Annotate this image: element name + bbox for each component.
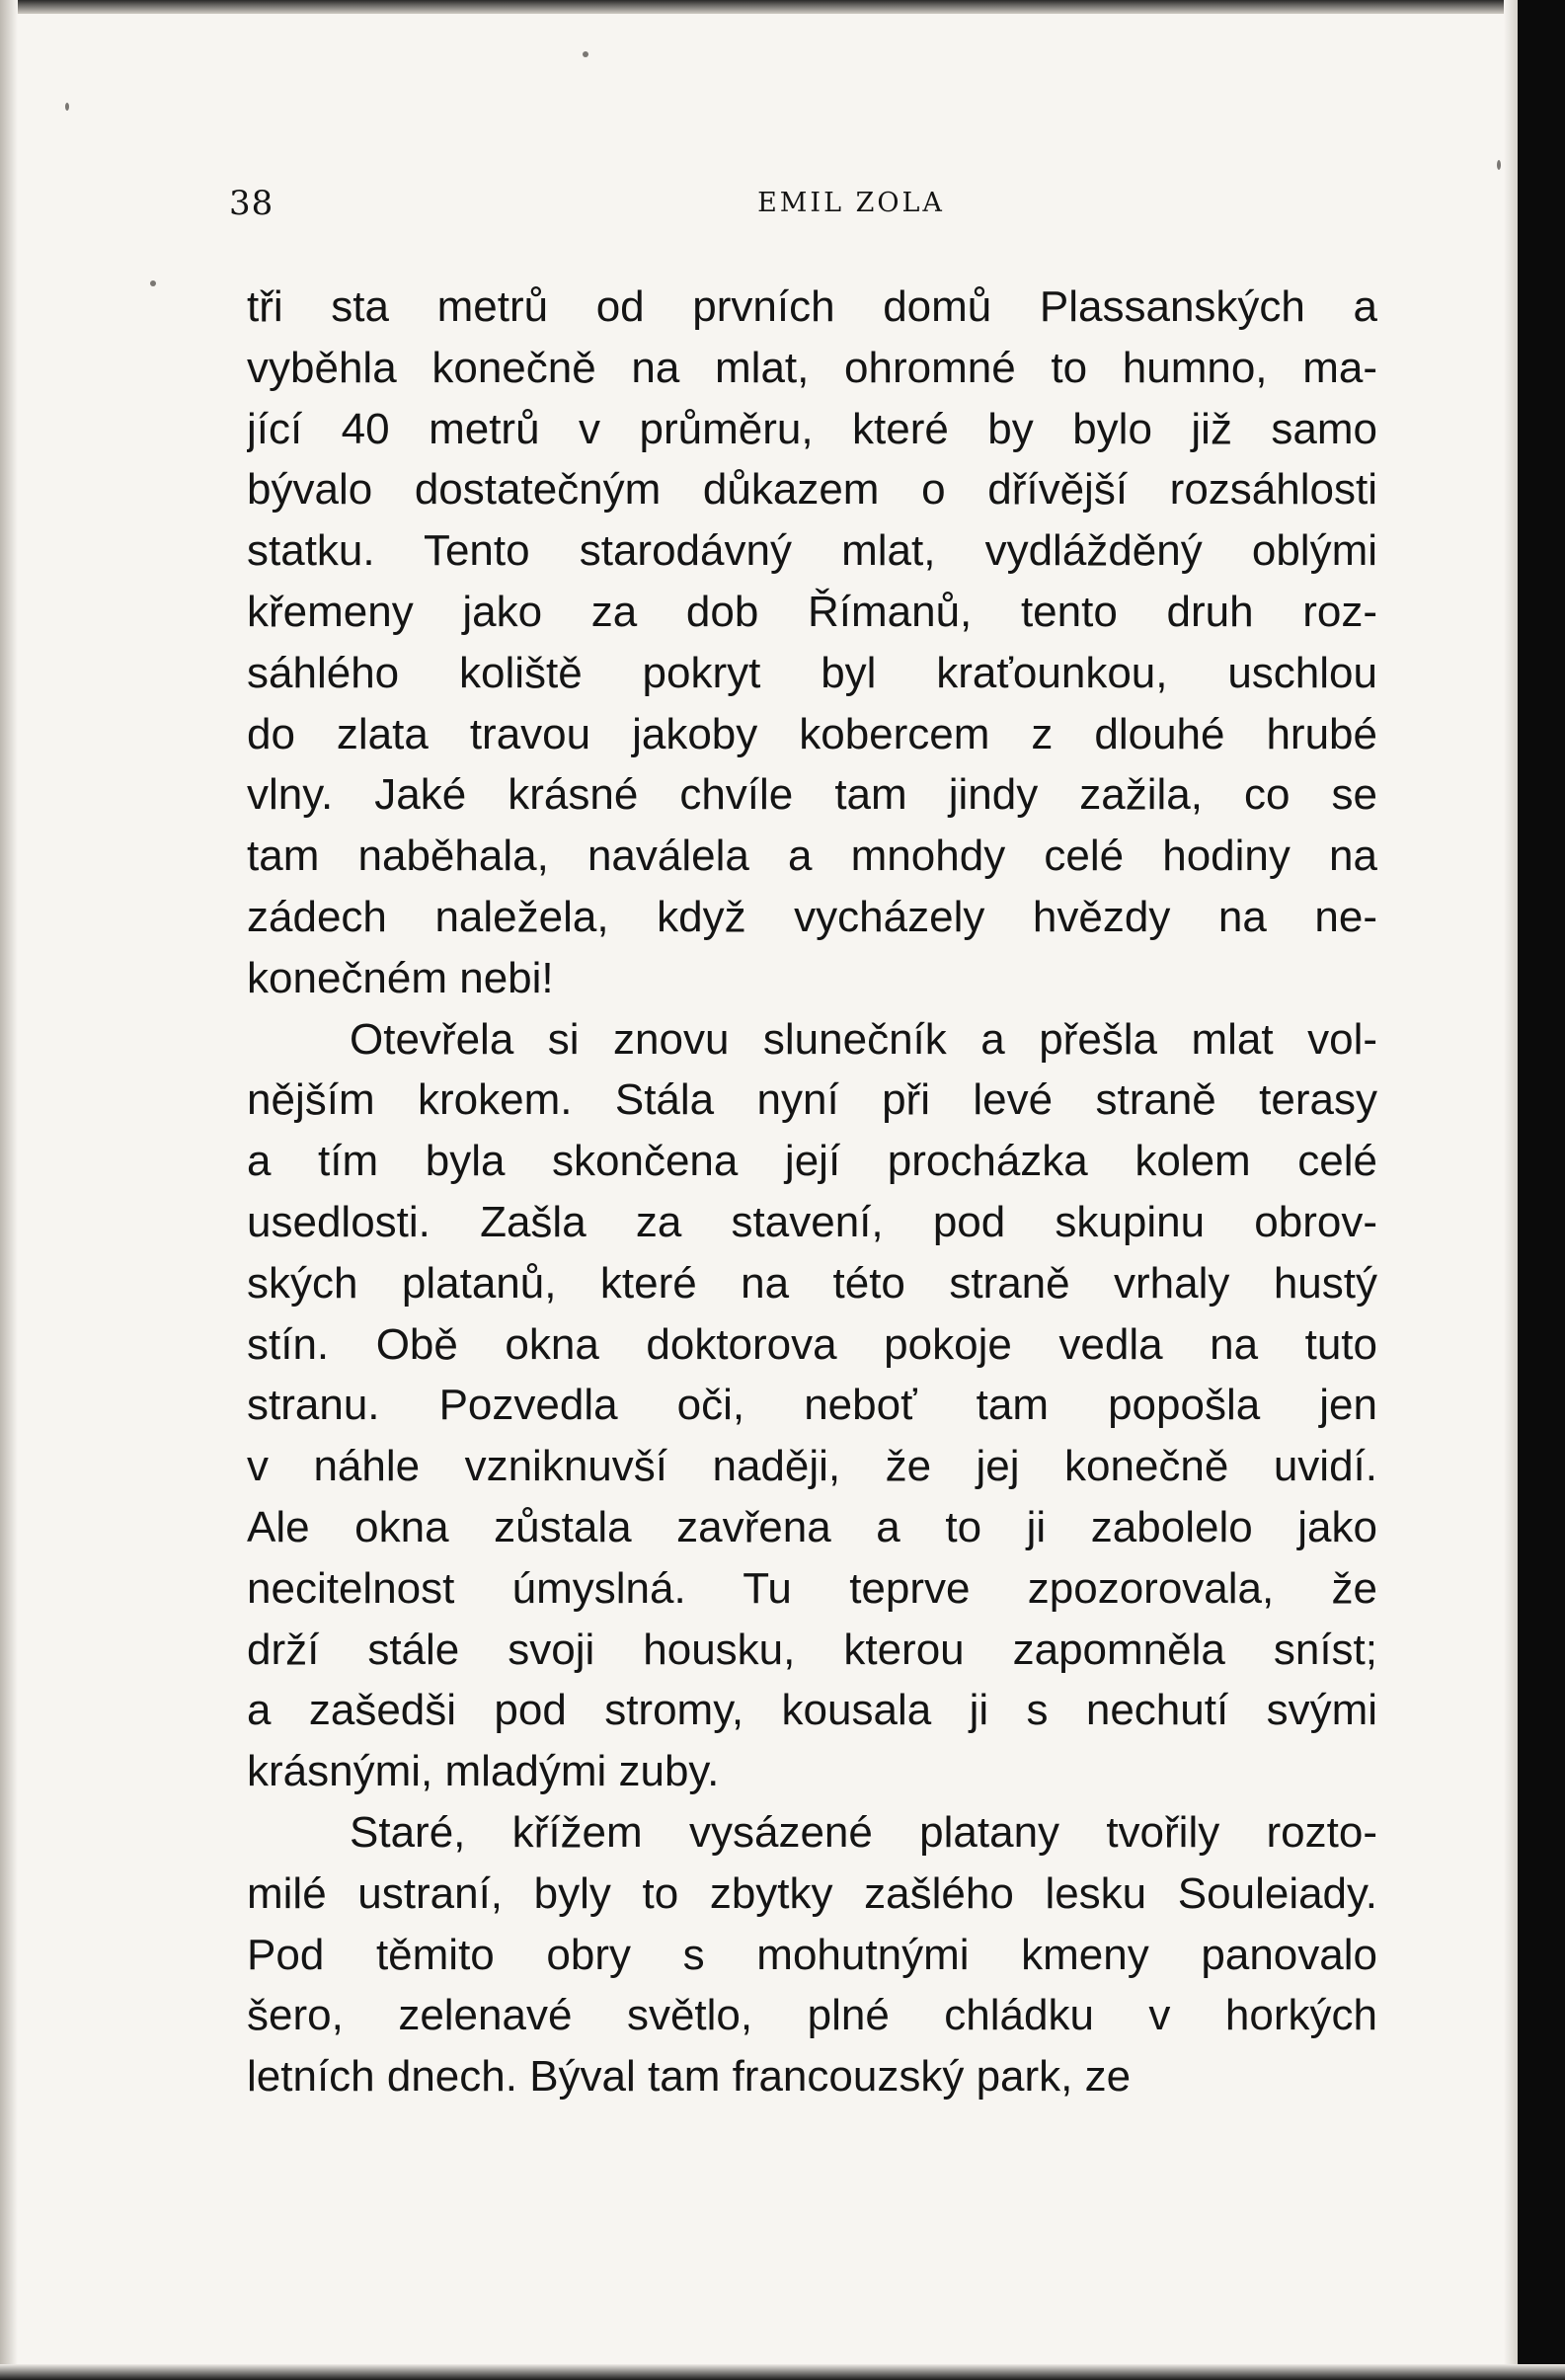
text-line: stranu. Pozvedla oči, neboť tam popošla jen (247, 1381, 1377, 1430)
running-head: EMIL ZOLA (757, 188, 945, 218)
text-line: do zlata travou jakoby kobercem z dlouhé hrubé (247, 709, 1377, 758)
text-line: ských platanů, které na této straně vrhaly hustý (247, 1258, 1377, 1308)
text-line: statku. Tento starodávný mlat, vydlážděný oblými (247, 526, 1377, 576)
scan-edge-top (0, 0, 1565, 14)
text-line: Pod těmito obry s mohutnými kmeny panovalo (247, 1930, 1377, 1979)
page-header (229, 174, 1374, 233)
page-gutter-shadow (1504, 0, 1518, 2380)
text-line: letních dnech. Býval tam francouzský park, ze (247, 2052, 1132, 2102)
text-line: a zašedši pod stromy, kousala ji s nechutí svými (247, 1686, 1377, 1735)
text-line: drží stále svoji housku, kterou zapomněla sníst; (247, 1625, 1377, 1674)
text-line: krásnými, mladými zuby. (247, 1747, 720, 1796)
text-line: Otevřela si znovu slunečník a přešla mlat vol- (350, 1014, 1377, 1064)
page-number: 38 (229, 184, 274, 223)
text-line: Ale okna zůstala zavřena a to ji zabolelo jako (247, 1502, 1377, 1551)
text-line: křemeny jako za dob Římanů, tento druh roz- (247, 587, 1377, 636)
paper-speck (150, 280, 156, 286)
text-line: necitelnost úmyslná. Tu teprve zpozorovala, že (247, 1563, 1377, 1613)
paper-speck (583, 51, 588, 57)
text-line: konečném nebi! (247, 953, 554, 1002)
scan-edge-right (1518, 0, 1565, 2380)
text-line: zádech naležela, když vycházely hvězdy na ne- (247, 892, 1377, 941)
text-line: usedlosti. Zašla za stavení, pod skupinu obrov- (247, 1197, 1377, 1246)
text-line: tři sta metrů od prvních domů Plassanských a (247, 282, 1377, 331)
text-line: šero, zelenavé světlo, plné chládku v horkých (247, 1991, 1377, 2040)
text-line: stín. Obě okna doktorova pokoje vedla na tuto (247, 1319, 1377, 1369)
text-line: v náhle vzniknuvší naději, že jej konečně uvidí. (247, 1442, 1377, 1491)
text-line: Staré, křížem vysázené platany tvořily rozto- (350, 1807, 1377, 1857)
scan-edge-bottom (0, 2364, 1565, 2380)
text-line: sáhlého koliště pokryt byl kraťounkou, uschlou (247, 648, 1377, 697)
body-text (247, 277, 1377, 2107)
text-line: vyběhla konečně na mlat, ohromné to humno, ma- (247, 343, 1377, 392)
text-line: tam naběhala, naválela a mnohdy celé hodiny na (247, 832, 1377, 881)
text-line: jící 40 metrů v průměru, které by bylo již samo (247, 404, 1377, 453)
paper-speck (65, 103, 69, 111)
paper-speck (1497, 160, 1501, 170)
text-line: vlny. Jaké krásné chvíle tam jindy zažila, co se (247, 770, 1377, 820)
scan-edge-left (0, 0, 18, 2380)
text-line: a tím byla skončena její procházka kolem celé (247, 1137, 1377, 1186)
text-line: milé ustraní, byly to zbytky zašlého lesku Souleiady. (247, 1868, 1377, 1918)
text-line: bývalo dostatečným důkazem o dřívější rozsáhlosti (247, 465, 1377, 515)
text-line: nějším krokem. Stála nyní při levé straně terasy (247, 1075, 1377, 1125)
